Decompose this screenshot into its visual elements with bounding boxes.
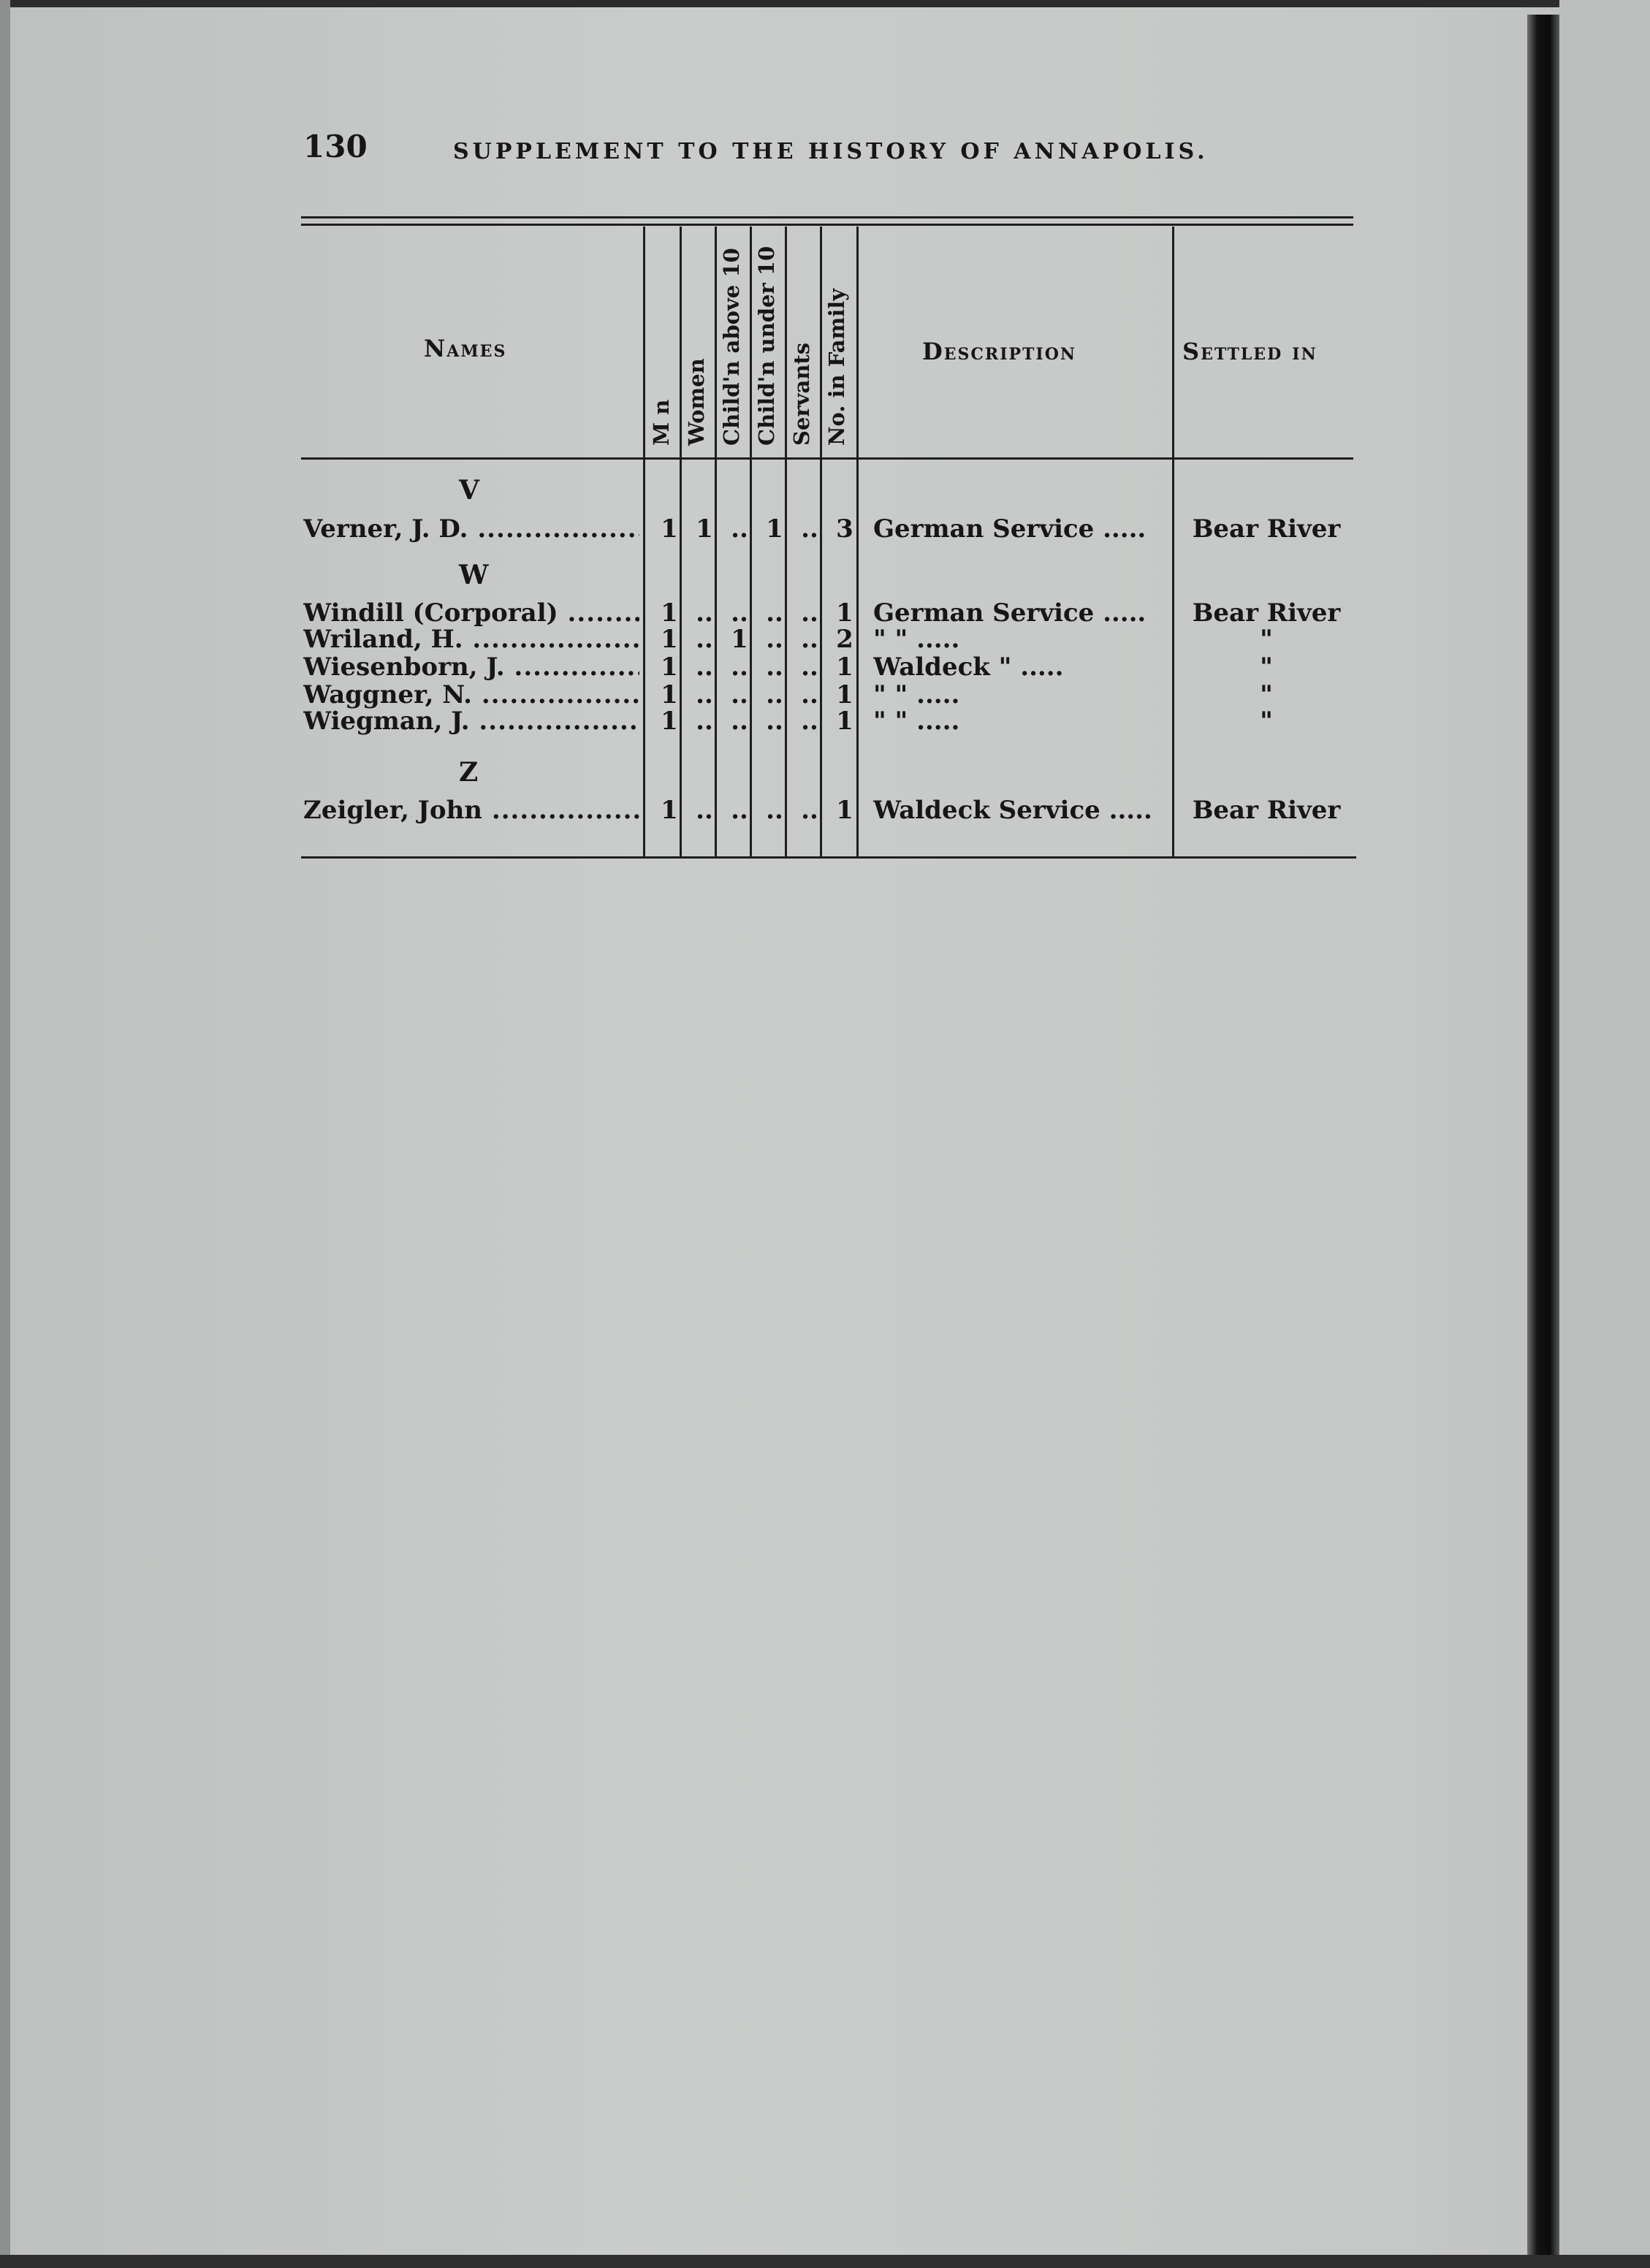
table-row: Wiesenborn, J. ..... 1 .. .. .. .. 1 Waldeck " ..... " (0, 653, 1650, 681)
page-number: 130 (303, 129, 368, 164)
header-settled: Settled in (1182, 338, 1318, 365)
scan-bottom-edge (0, 2255, 1650, 2268)
header-men: M n (649, 399, 674, 446)
scan-left-edge (0, 0, 10, 2268)
header-women: Women (684, 358, 709, 446)
table-row: Wriland, H. ..... 1 .. 1 .. .. 2 " " ..... " (0, 625, 1650, 653)
adjacent-page-edge (1559, 0, 1650, 2268)
running-title: SUPPLEMENT TO THE HISTORY OF ANNAPOLIS. (453, 139, 1209, 164)
group-letter-z: Z (459, 757, 479, 788)
header-names: Names (424, 335, 507, 362)
table-top-rule-2 (301, 224, 1353, 226)
table-row: Zeigler, John ..... 1 .. .. .. .. 1 Waldeck Service ..... Bear River (0, 796, 1650, 824)
header-family: No. in Family (824, 288, 849, 446)
group-letter-v: V (459, 475, 479, 506)
scan-top-edge (0, 0, 1650, 7)
group-letter-w: W (459, 560, 489, 590)
header-servants: Servants (789, 342, 814, 446)
table-row: Verner, J. D. ..... 1 1 .. 1 .. 3 German Service ..... Bear River (0, 515, 1650, 543)
header-description: Description (922, 338, 1076, 365)
table-row: Wiegman, J. ..... 1 .. .. .. .. 1 " " ..... " (0, 707, 1650, 735)
table-row: Windill (Corporal) ..... 1 .. .. .. .. 1 German Service ..... Bear River (0, 599, 1650, 627)
header-child-above: Child'n above 10 (719, 248, 744, 446)
book-spine-shadow (1527, 15, 1559, 2268)
table-bottom-rule (301, 856, 1356, 859)
header-child-under: Child'n under 10 (754, 246, 779, 446)
table-top-rule (301, 216, 1353, 218)
header-bottom-rule (301, 457, 1353, 460)
table-row: Waggner, N. ..... 1 .. .. .. .. 1 " " ..... " (0, 681, 1650, 709)
